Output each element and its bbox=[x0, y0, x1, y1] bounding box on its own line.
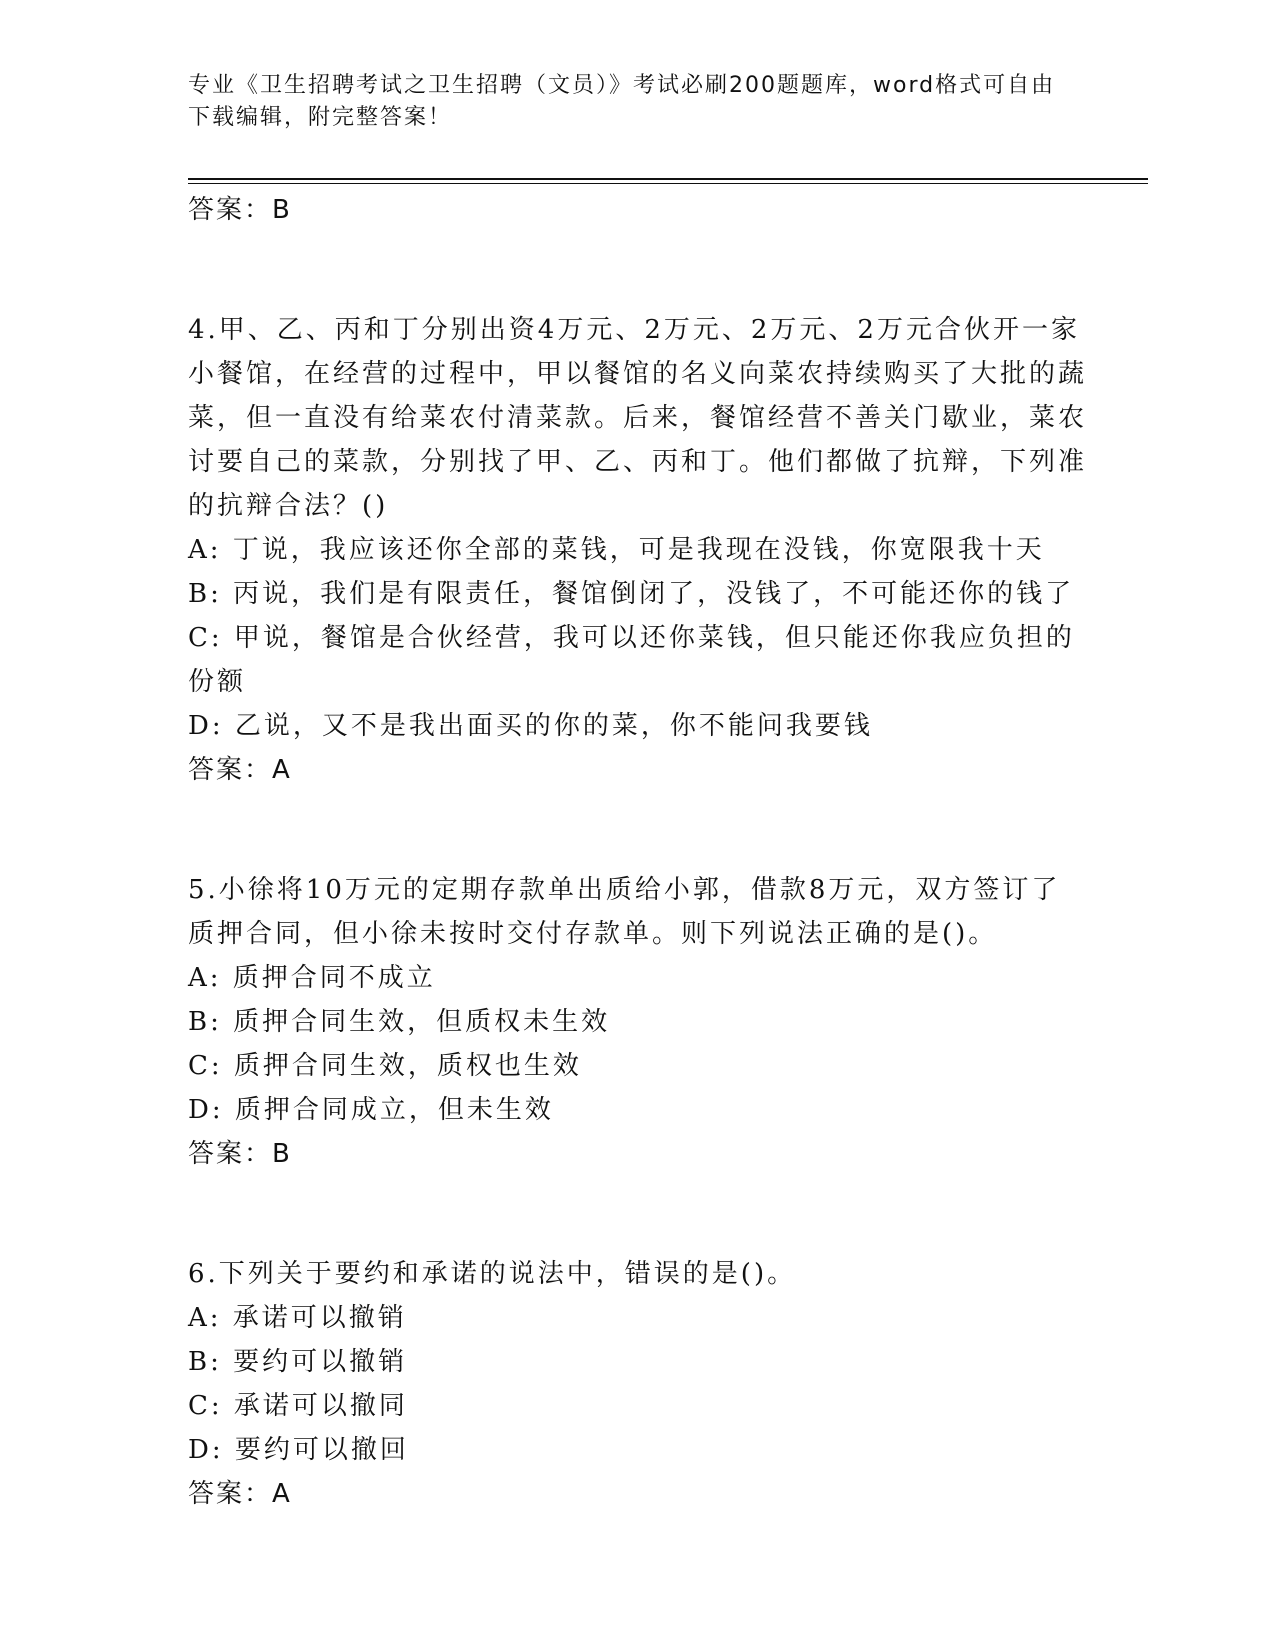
answer-label: 答案：B bbox=[188, 1139, 292, 1169]
question-4 bbox=[188, 308, 1088, 792]
option-b: B: 丙说，我们是有限责任，餐馆倒闭了，没钱了，不可能还你的钱了 bbox=[188, 579, 1075, 609]
document-body bbox=[188, 188, 1088, 1516]
question-6 bbox=[188, 1252, 1088, 1516]
spacer bbox=[188, 792, 1088, 868]
question-stem: 4.甲、乙、丙和丁分别出资4万元、2万元、2万元、2万元合伙开一家小餐馆，在经营的过程中，甲以餐馆的名义向菜农持续购买了大批的蔬菜，但一直没有给菜农付清菜款。后来，餐馆经营不善关门歇业，菜农讨要自己的菜款，分别找了甲、乙、丙和丁。他们都做了抗辩，下列准的抗辩合法？() bbox=[188, 315, 1088, 521]
header-divider-thick bbox=[188, 178, 1148, 180]
previous-answer: 答案：B bbox=[188, 195, 292, 225]
spacer bbox=[188, 232, 1088, 308]
option-c: C: 甲说，餐馆是合伙经营，我可以还你菜钱，但只能还你我应负担的份额 bbox=[188, 623, 1075, 697]
option-d: D: 要约可以撤回 bbox=[188, 1435, 409, 1465]
option-a: A: 承诺可以撤销 bbox=[188, 1303, 407, 1333]
page-header: 专业《卫生招聘考试之卫生招聘（文员）》考试必刷200题题库，word格式可自由下载编辑，附完整答案！ bbox=[188, 73, 1056, 130]
option-a: A: 丁说，我应该还你全部的菜钱，可是我现在没钱，你宽限我十天 bbox=[188, 535, 1045, 565]
spacer bbox=[188, 1176, 1088, 1252]
question-5 bbox=[188, 868, 1088, 1176]
option-a: A: 质押合同不成立 bbox=[188, 963, 436, 993]
header-divider-thin bbox=[188, 183, 1148, 184]
option-c: C: 承诺可以撤同 bbox=[188, 1391, 408, 1421]
question-stem: 6.下列关于要约和承诺的说法中，错误的是()。 bbox=[188, 1259, 797, 1289]
question-stem: 5.小徐将10万元的定期存款单出质给小郭，借款8万元，双方签订了质押合同，但小徐未按时交付存款单。则下列说法正确的是()。 bbox=[188, 875, 1061, 949]
answer-label: 答案：A bbox=[188, 755, 292, 785]
option-c: C: 质押合同生效，质权也生效 bbox=[188, 1051, 582, 1081]
option-b: B: 要约可以撤销 bbox=[188, 1347, 408, 1377]
option-d: D: 质押合同成立，但未生效 bbox=[188, 1095, 554, 1125]
option-b: B: 质押合同生效，但质权未生效 bbox=[188, 1007, 611, 1037]
answer-label: 答案：A bbox=[188, 1479, 292, 1509]
option-d: D: 乙说，又不是我出面买的你的菜，你不能问我要钱 bbox=[188, 711, 873, 741]
